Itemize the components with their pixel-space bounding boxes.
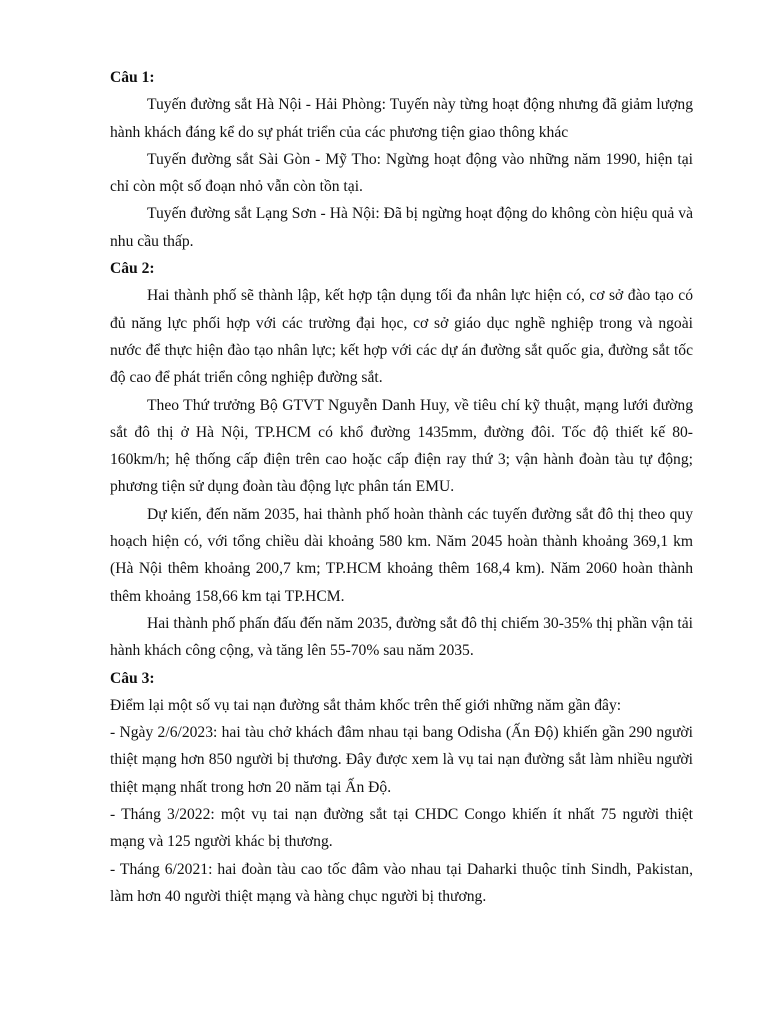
paragraph: Dự kiến, đến năm 2035, hai thành phố hoàn thành các tuyến đường sắt đô thị theo quy hoạch hiện có, với tổng chiều dài khoảng 580 km. Năm 2045 hoàn thành khoảng 369,1 km (Hà Nội thêm khoảng 200,7 km; TP.HCM khoảng thêm 168,4 km). Năm 2060 hoàn thành thêm khoảng 158,66 km tại TP.HCM. bbox=[110, 505, 693, 605]
paragraph: Tuyến đường sắt Sài Gòn - Mỹ Tho: Ngừng hoạt động vào những năm 1990, hiện tại chỉ còn một số đoạn nhỏ vẫn còn tồn tại. bbox=[110, 150, 693, 196]
list-item: - Tháng 3/2022: một vụ tai nạn đường sắt tại CHDC Congo khiến ít nhất 75 người thiệt mạng và 125 người khác bị thương. bbox=[110, 806, 693, 851]
paragraph: Tuyến đường sắt Lạng Sơn - Hà Nội: Đã bị ngừng hoạt động do không còn hiệu quả và nhu cầu thấp. bbox=[110, 205, 693, 250]
intro-line: Điểm lại một số vụ tai nạn đường sắt thảm khốc trên thế giới những năm gần đây: bbox=[110, 696, 622, 714]
list-item: - Tháng 6/2021: hai đoàn tàu cao tốc đâm vào nhau tại Daharki thuộc tỉnh Sindh, Pakistan, làm hơn 40 người thiệt mạng và hàng chục người bị thương. bbox=[110, 860, 693, 905]
paragraph: Tuyến đường sắt Hà Nội - Hải Phòng: Tuyến này từng hoạt động nhưng đã giảm lượng hành khách đáng kể do sự phát triển của các phương tiện giao thông khác bbox=[110, 96, 693, 141]
section-heading-cau-2: Câu 2: bbox=[110, 260, 155, 278]
list-item: - Ngày 2/6/2023: hai tàu chở khách đâm nhau tại bang Odisha (Ấn Độ) khiến gần 290 người thiệt mạng hơn 850 người bị thương. Đây được xem là vụ tai nạn đường sắt làm nhiều người thiệt mạng nhất trong hơn 20 năm tại Ấn Độ. bbox=[110, 724, 693, 796]
document-page bbox=[110, 64, 693, 910]
section-heading-cau-3: Câu 3: bbox=[110, 669, 155, 687]
section-heading-cau-1: Câu 1: bbox=[110, 69, 155, 86]
paragraph: Hai thành phố sẽ thành lập, kết hợp tận dụng tối đa nhân lực hiện có, cơ sở đào tạo có đủ năng lực phối hợp với các trường đại học, cơ sở giáo dục nghề nghiệp trong và ngoài nước để thực hiện đào tạo nhân lực; kết hợp với các dự án đường sắt quốc gia, đường sắt tốc độ cao để phát triển công nghiệp đường sắt. bbox=[110, 287, 693, 387]
paragraph: Hai thành phố phấn đấu đến năm 2035, đường sắt đô thị chiếm 30-35% thị phần vận tải hành khách công cộng, và tăng lên 55-70% sau năm 2035. bbox=[110, 614, 693, 660]
paragraph: Theo Thứ trưởng Bộ GTVT Nguyễn Danh Huy, về tiêu chí kỹ thuật, mạng lưới đường sắt đô thị ở Hà Nội, TP.HCM có khổ đường 1435mm, đường đôi. Tốc độ thiết kế 80-160km/h; hệ thống cấp điện trên cao hoặc cấp điện ray thứ 3; vận hành đoàn tàu tự động; phương tiện sử dụng đoàn tàu động lực phân tán EMU. bbox=[110, 396, 693, 496]
